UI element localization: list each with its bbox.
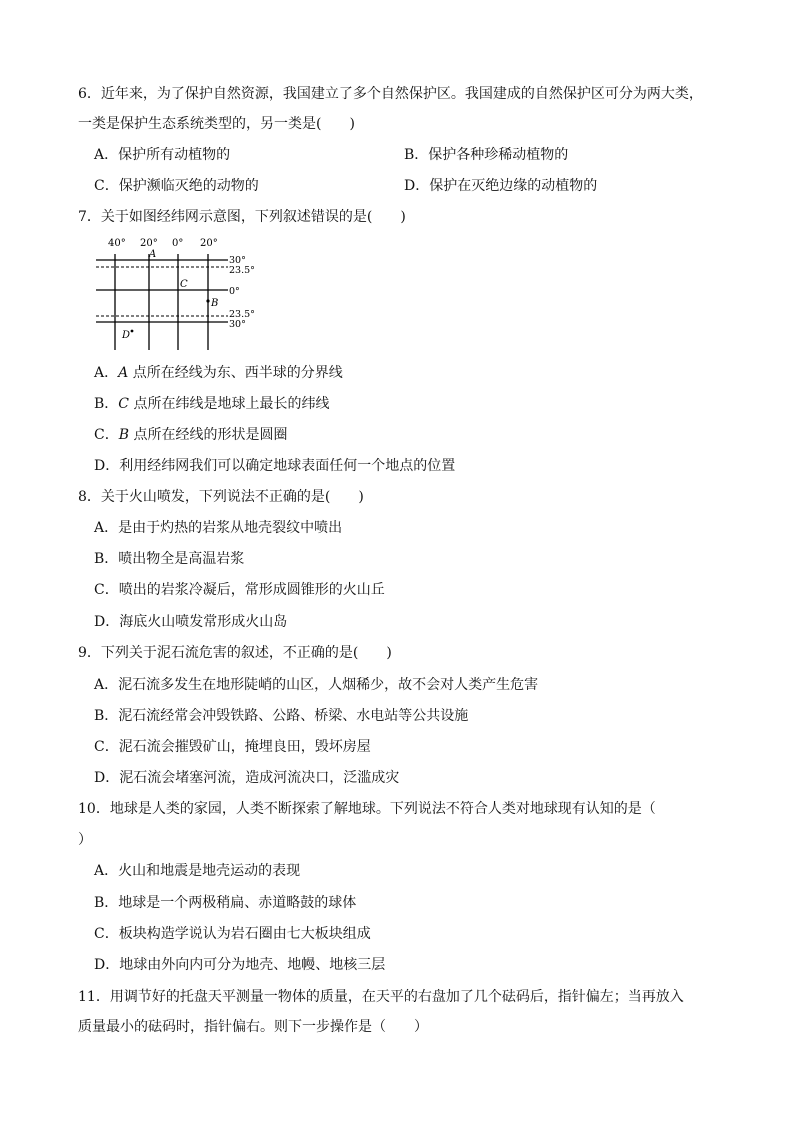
label-30s: 30° <box>229 319 246 330</box>
label-30n: 30° <box>229 255 246 266</box>
q6-option-a[interactable]: A．保护所有动植物的 <box>94 147 231 163</box>
q6-option-c[interactable]: C．保护濒临灭绝的动物的 <box>94 178 259 194</box>
q9-option-b[interactable]: B．泥石流经常会冲毁铁路、公路、桥梁、水电站等公共设施 <box>94 708 469 724</box>
point-b-dot <box>206 299 209 302</box>
q7-option-c-text: 点所在经线的形状是圆圈 <box>129 427 288 443</box>
q10-option-d[interactable]: D．地球由外向内可分为地壳、地幔、地核三层 <box>94 957 386 973</box>
point-c: C <box>180 279 188 290</box>
q7-option-c[interactable] <box>94 425 287 445</box>
point-d: D <box>122 330 131 341</box>
q7-option-d[interactable]: D．利用经纬网我们可以确定地球表面任何一个地点的位置 <box>94 458 456 474</box>
q8-option-d[interactable]: D．海底火山喷发常形成火山岛 <box>94 614 288 630</box>
q7-option-a-letter: A <box>118 365 129 381</box>
q10-option-b[interactable]: B．地球是一个两极稍扁、赤道略鼓的球体 <box>94 895 357 911</box>
q9-stem: 9．下列关于泥石流危害的叙述，不正确的是( ) <box>78 645 392 661</box>
q10-option-a[interactable]: A．火山和地震是地壳运动的表现 <box>94 863 301 879</box>
label-0: 0° <box>172 238 184 249</box>
q7-option-b-prefix: B． <box>94 396 119 412</box>
q6-stem-line1: 6．近年来，为了保护自然资源，我国建立了多个自然保护区。我国建成的自然保护区可分为两大类， <box>78 86 703 102</box>
q9-option-d[interactable]: D．泥石流会堵塞河流，造成河流决口，泛滥成灾 <box>94 770 400 786</box>
q7-option-a[interactable] <box>94 363 343 383</box>
q7-stem: 7．关于如图经纬网示意图，下列叙述错误的是( ) <box>78 209 406 225</box>
q6-stem-line2: 一类是保护生态系统类型的，另一类是( ) <box>78 116 355 132</box>
point-a: A <box>149 249 157 260</box>
label-20w: 20° <box>140 238 158 249</box>
graticule-diagram <box>92 234 272 352</box>
q7-option-b-letter: C <box>118 396 130 412</box>
q7-option-c-letter: B <box>118 427 130 443</box>
q7-option-a-prefix: A． <box>94 365 119 381</box>
q7-option-b-text: 点所在纬线是地球上最长的纬线 <box>129 396 330 412</box>
point-b: B <box>211 298 219 309</box>
q9-option-a[interactable]: A．泥石流多发生在地形陡峭的山区，人烟稀少，故不会对人类产生危害 <box>94 677 539 693</box>
q8-option-b[interactable]: B．喷出物全是高温岩浆 <box>94 551 245 567</box>
label-eq: 0° <box>229 286 240 297</box>
label-23s: 23.5° <box>229 309 255 320</box>
q8-stem: 8．关于火山喷发，下列说法不正确的是( ) <box>78 489 364 505</box>
q7-option-b[interactable] <box>94 394 329 414</box>
q11-stem-line1: 11．用调节好的托盘天平测量一物体的质量，在天平的右盘加了几个砝码后，指针偏左；当再放入 <box>78 989 684 1005</box>
q6-option-b[interactable]: B．保护各种珍稀动植物的 <box>404 147 569 163</box>
q9-option-c[interactable]: C．泥石流会摧毁矿山，掩埋良田，毁坏房屋 <box>94 739 371 755</box>
q11-stem-line2: 质量最小的砝码时，指针偏右。则下一步操作是（ ） <box>78 1019 428 1035</box>
q10-stem-line2: ） <box>78 832 92 848</box>
point-d-dot <box>131 330 134 333</box>
q10-option-c[interactable]: C．板块构造学说认为岩石圈由七大板块组成 <box>94 926 371 942</box>
q8-option-c[interactable]: C．喷出的岩浆冷凝后，常形成圆锥形的火山丘 <box>94 582 385 598</box>
label-40: 40° <box>108 238 126 249</box>
q7-option-a-text: 点所在经线为东、西半球的分界线 <box>128 365 343 381</box>
q8-option-a[interactable]: A．是由于灼热的岩浆从地壳裂纹中喷出 <box>94 520 343 536</box>
label-20e: 20° <box>200 238 218 249</box>
q10-stem-line1: 10．地球是人类的家园，人类不断探索了解地球。下列说法不符合人类对地球现有认知的是（ <box>78 801 656 817</box>
q6-option-d[interactable]: D．保护在灭绝边缘的动植物的 <box>404 178 598 194</box>
label-23n: 23.5° <box>229 265 255 276</box>
q7-option-c-prefix: C． <box>94 427 119 443</box>
